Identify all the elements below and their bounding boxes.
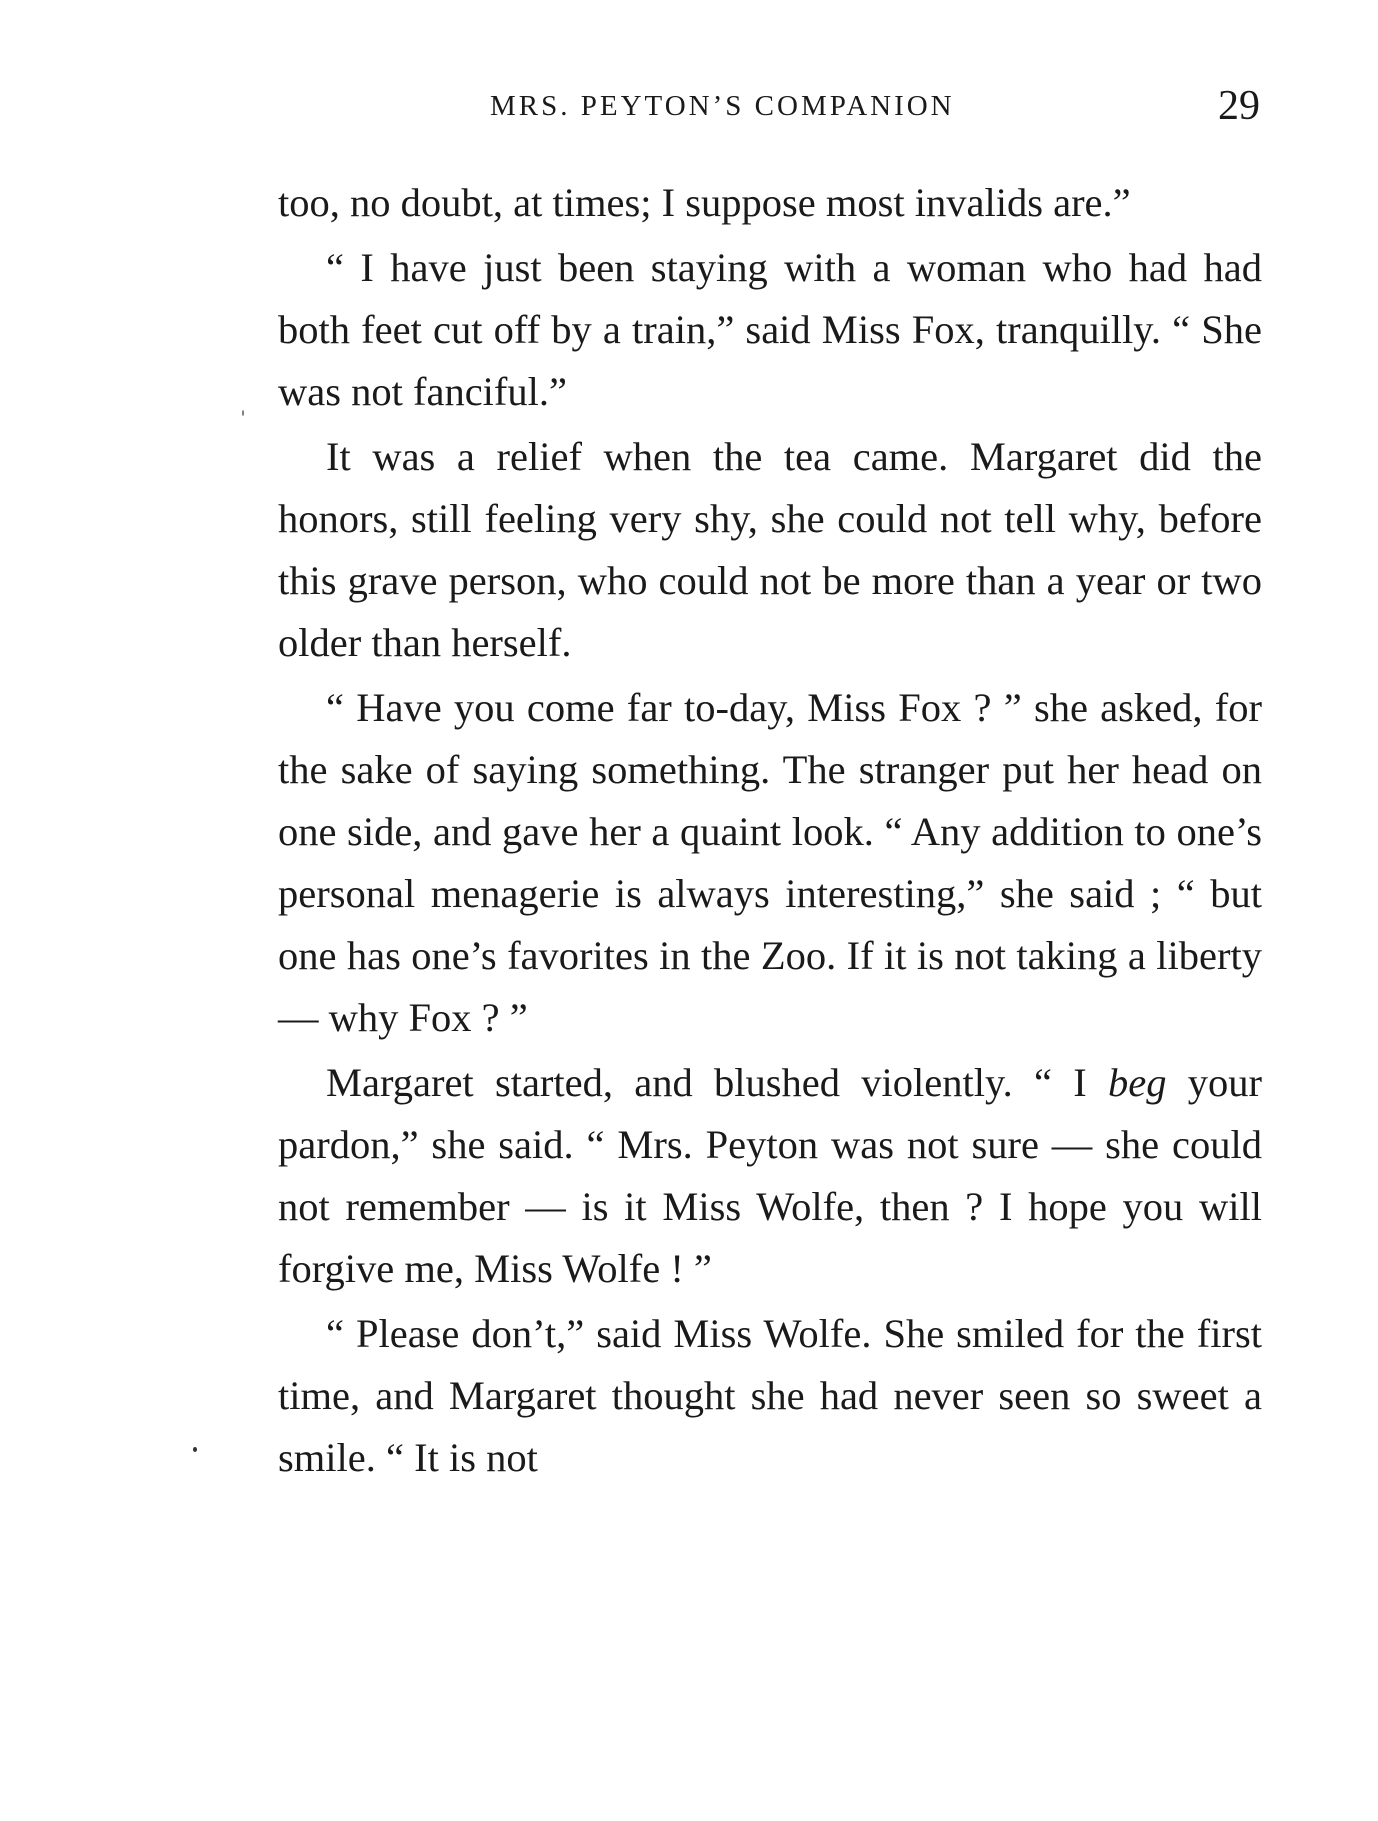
paragraph-5-end: your pardon,” she said. “ Mrs. Peyton was not sure — she could not remember — is it Miss Wolfe, then ? I hope you will forgive me, Miss Wolfe ! ” [278, 1060, 1263, 1291]
paragraph-4: “ Have you come far to-day, Miss Fox ? ” she asked, for the sake of saying something. The stranger put her head on one side, and gave her a quaint look. “ Any addition to one’s personal menagerie is always interesting,” she said ; “ but one has one’s favorites in the Zoo. If it is not taking a liberty — why Fox ? ” [278, 685, 1262, 1040]
paragraph-5-italic: beg [1108, 1060, 1167, 1105]
print-speck [242, 410, 244, 416]
running-head [490, 82, 1260, 132]
paragraph-6: “ Please don’t,” said Miss Wolfe. She smiled for the first time, and Margaret thought she had never seen so sweet a smile. “ It is not [278, 1311, 1262, 1480]
paragraph-5-start: Margaret started, and blushed violently. “ I [326, 1060, 1087, 1105]
paragraph-2: “ I have just been staying with a woman who had had both feet cut off by a train,” said Miss Fox, tranquilly. “ She was not fanciful.” [278, 245, 1262, 414]
body-text [278, 172, 1262, 1489]
print-speck [193, 1447, 197, 1452]
paragraph-3: It was a relief when the tea came. Margaret did the honors, still feeling very shy, she could not tell why, before this grave person, who could not be more than a year or two older than herself. [278, 434, 1262, 665]
running-title: MRS. PEYTON’S COMPANION [490, 90, 955, 122]
paragraph-5 [278, 1052, 1262, 1300]
page-number: 29 [1218, 83, 1260, 129]
paragraph-1: too, no doubt, at times; I suppose most invalids are.” [278, 180, 1131, 225]
